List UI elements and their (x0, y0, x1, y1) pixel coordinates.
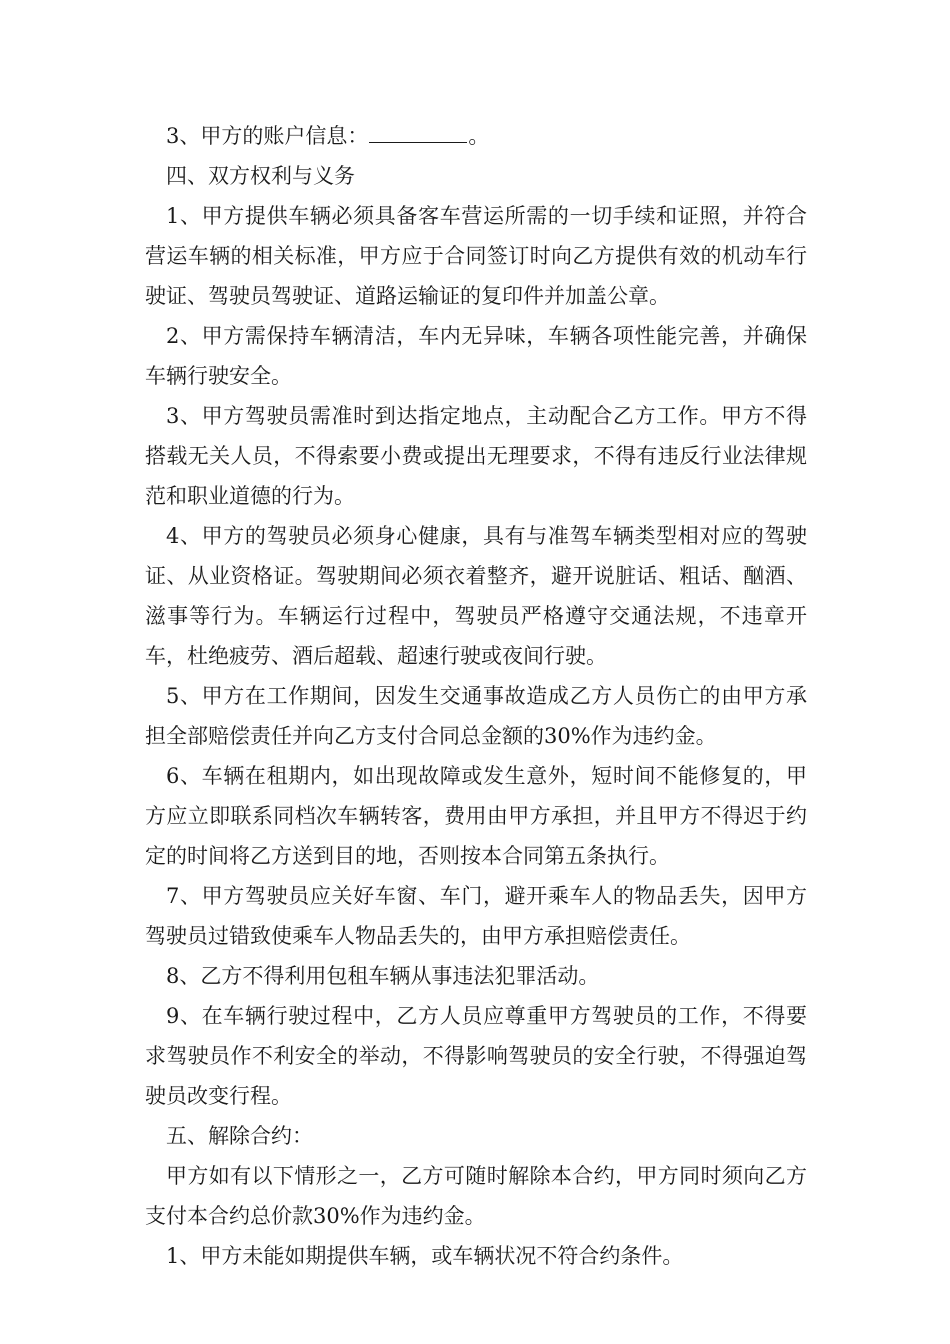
section4-item-4: 4、甲方的驾驶员必须身心健康，具有与准驾车辆类型相对应的驾驶证、从业资格证。驾驶期间必须衣着整齐，避开说脏话、粗话、酗酒、滋事等行为。车辆运行过程中，驾驶员严格遵守交通法规，不违章开车，杜绝疲劳、酒后超载、超速行驶或夜间行驶。 (145, 524, 807, 668)
account-info-line (145, 116, 807, 156)
section4-item-2: 2、甲方需保持车辆清洁，车内无异味，车辆各项性能完善，并确保车辆行驶安全。 (145, 324, 807, 388)
section4-item-9: 9、在车辆行驶过程中，乙方人员应尊重甲方驾驶员的工作，不得要求驾驶员作不利安全的举动，不得影响驾驶员的安全行驶，不得强迫驾驶员改变行程。 (145, 1004, 807, 1108)
account-info-suffix: 。 (468, 124, 490, 148)
account-info-label: 3、甲方的账户信息： (166, 124, 369, 148)
section4-title: 四、双方权利与义务 (166, 164, 355, 188)
section5-title: 五、解除合约： (166, 1124, 313, 1148)
section4-item-3: 3、甲方驾驶员需准时到达指定地点，主动配合乙方工作。甲方不得搭载无关人员，不得索要小费或提出无理要求，不得有违反行业法律规范和职业道德的行为。 (145, 404, 807, 508)
section4-item-8: 8、乙方不得利用包租车辆从事违法犯罪活动。 (166, 964, 600, 988)
section4-item-1: 1、甲方提供车辆必须具备客车营运所需的一切手续和证照，并符合营运车辆的相关标准，甲方应于合同签订时向乙方提供有效的机动车行驶证、驾驶员驾驶证、道路运输证的复印件并加盖公章。 (145, 204, 807, 308)
account-info-blank (369, 118, 467, 143)
section4-item-6: 6、车辆在租期内，如出现故障或发生意外，短时间不能修复的，甲方应立即联系同档次车辆转客，费用由甲方承担，并且甲方不得迟于约定的时间将乙方送到目的地，否则按本合同第五条执行。 (145, 764, 807, 868)
document-body (145, 116, 807, 1276)
section4-item-7: 7、甲方驾驶员应关好车窗、车门，避开乘车人的物品丢失，因甲方驾驶员过错致使乘车人物品丢失的，由甲方承担赔偿责任。 (145, 884, 807, 948)
section4-item-5: 5、甲方在工作期间，因发生交通事故造成乙方人员伤亡的由甲方承担全部赔偿责任并向乙方支付合同总金额的30%作为违约金。 (145, 684, 807, 748)
section5-item-1: 1、甲方未能如期提供车辆，或车辆状况不符合约条件。 (166, 1244, 684, 1268)
section5-intro: 甲方如有以下情形之一，乙方可随时解除本合约，甲方同时须向乙方支付本合约总价款30%作为违约金。 (145, 1164, 807, 1228)
